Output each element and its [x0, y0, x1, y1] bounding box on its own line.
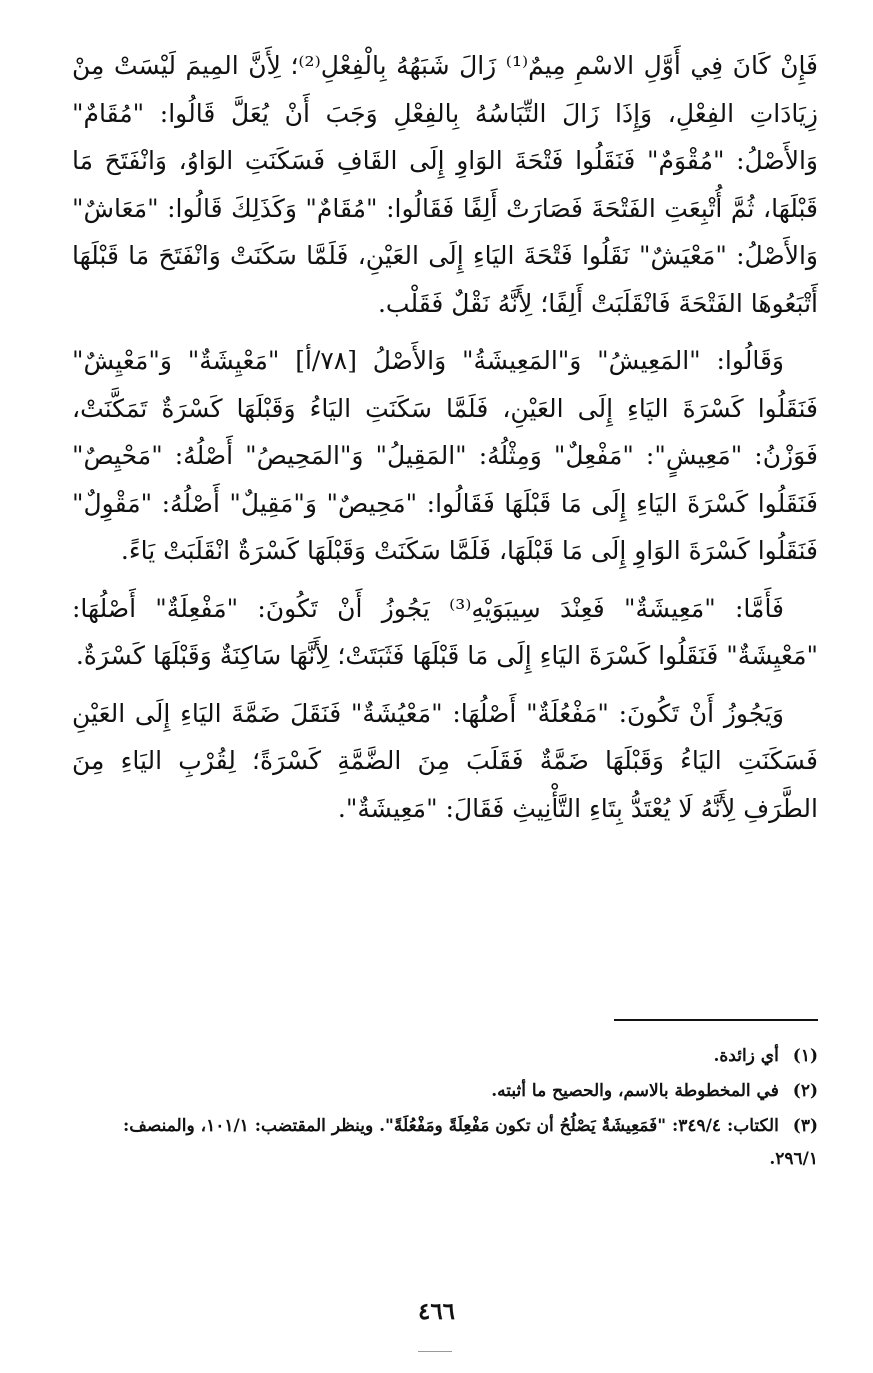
footnotes [72, 1040, 818, 1178]
bottom-divider [418, 1351, 452, 1352]
footnote-text: الكتاب: ٣٤٩/٤: "فَمَعِيشَةٌ يَصْلُحُ أن تكون مَفْعِلَةً ومَفْعُلَةً". وينظر المقتضب: ١٠١/١، والمنصف: ٢٩٦/١. [122, 1116, 818, 1169]
paragraph: وَقَالُوا: "المَعِيشُ" وَ"المَعِيشَةُ" وَالأَصْلُ [٧٨/أ] "مَعْيِشَةٌ" وَ"مَعْيِشٌ" فَنَقَلُوا كَسْرَةَ اليَاءِ إِلَى العَيْنِ، فَلَمَّا سَكَنَتِ اليَاءُ وَقَبْلَهَا كَسْرَةٌ تَمَكَّنَتْ، فَوَزْنُ: "مَعِيشٍ": "مَفْعِلٌ" وَمِثْلُهُ: "المَقِيلُ" وَ"المَحِيصُ" أَصْلُهُ: "مَحْيِصٌ" فَنَقَلُوا كَسْرَةَ اليَاءِ إِلَى مَا قَبْلَهَا فَقَالُوا: "مَحِيصٌ" وَ"مَقِيلٌ" أَصْلُهُ: "مَقْوِلٌ" فَنَقَلُوا كَسْرَةَ الوَاوِ إِلَى مَا قَبْلَهَا، فَلَمَّا سَكَنَتْ وَقَبْلَهَا كَسْرَةٌ انْقَلَبَتْ يَاءً. [72, 346, 818, 565]
paragraph: فَأَمَّا: "مَعِيشَةٌ" فَعِنْدَ سِيبَوَيْهِ⁽³⁾ يَجُوزُ أَنْ تَكُونَ: "مَفْعِلَةٌ" أَصْلُهَا: "مَعْيِشَةٌ" فَنَقَلُوا كَسْرَةَ اليَاءِ إِلَى مَا قَبْلَهَا فَثَبَتَتْ؛ لِأَنَّهَا سَاكِنَةٌ وَقَبْلَهَا كَسْرَةٌ. [72, 593, 818, 670]
footnote-text: أي زائدة. [713, 1046, 779, 1066]
footnote-text: في المخطوطة بالاسم، والحصيح ما أثبته. [491, 1081, 779, 1101]
footnote-divider [614, 1019, 818, 1021]
footnote-number: (١) [792, 1046, 818, 1066]
footnote [72, 1075, 818, 1108]
paragraph: وَيَجُوزُ أَنْ تَكُونَ: "مَفْعُلَةٌ" أَصْلُهَا: "مَعْيُشَةٌ" فَنَقَلَ ضَمَّةَ اليَاءِ إِلَى العَيْنِ فَسَكَنَتِ اليَاءُ وَقَبْلَهَا ضَمَّةٌ فَقَلَبَ مِنَ الضَّمَّةِ كَسْرَةً؛ لِقُرْبِ اليَاءِ مِنَ الطَّرَفِ لِأَنَّهُ لَا يُعْتَدُّ بِتَاءِ التَّأْنِيثِ فَقَالَ: "مَعِيشَةٌ". [72, 698, 818, 823]
footnote [72, 1110, 818, 1176]
footnote-number: (٢) [792, 1081, 818, 1101]
footnote [72, 1040, 818, 1073]
paragraph: فَإِنْ كَانَ فِي أَوَّلِ الاسْمِ مِيمٌ⁽¹⁾ زَالَ شَبَهُهُ بِالْفِعْلِ⁽²⁾؛ لِأَنَّ المِيمَ لَيْسَتْ مِنْ زِيَادَاتِ الفِعْلِ، وَإِذَا زَالَ التِّبَاسُهُ بِالفِعْلِ وَجَبَ أَنْ يُعَلَّ قَالُوا: "مُقَامٌ" وَالأَصْلُ: "مُقْوَمٌ" فَنَقَلُوا فَتْحَةَ الوَاوِ إِلَى القَافِ فَسَكَنَتِ الوَاوُ، وَانْفَتَحَ مَا قَبْلَهَا، ثُمَّ أُتْبِعَتِ الفَتْحَةَ فَصَارَتْ أَلِفًا فَقَالُوا: "مُقَامٌ" وَكَذَلِكَ قَالُوا: "مَعَاشٌ" وَالأَصْلُ: "مَعْيَشٌ" نَقَلُوا فَتْحَةَ اليَاءِ إِلَى العَيْنِ، فَلَمَّا سَكَنَتْ وَانْفَتَحَ مَا قَبْلَهَا أَتْبَعُوهَا الفَتْحَةَ فَانْقَلَبَتْ أَلِفًا؛ لِأَنَّهُ نَقْلٌ فَقَلْب. [72, 51, 819, 318]
footnote-number: (٣) [792, 1116, 818, 1136]
main-text [72, 42, 818, 832]
page-number: ٤٦٦ [417, 1298, 456, 1325]
